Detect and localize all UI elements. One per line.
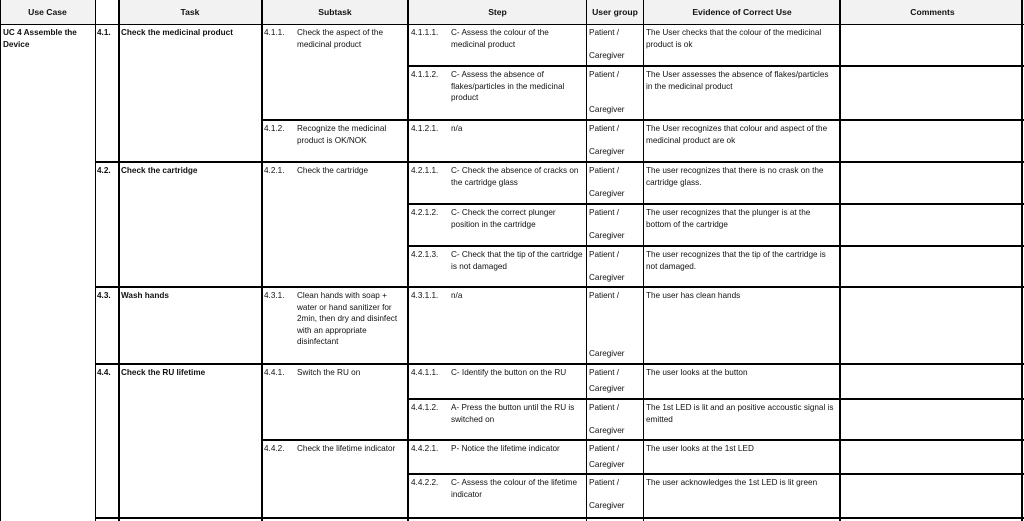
step-text: P- Notice the lifetime indicator bbox=[451, 444, 560, 453]
user-group-line2: Caregiver bbox=[589, 189, 625, 198]
subtask-number: 4.1.1. bbox=[264, 28, 285, 37]
grid-hline bbox=[407, 245, 1024, 247]
task-name: Wash hands bbox=[121, 291, 169, 300]
user-group-line2: Caregiver bbox=[589, 384, 625, 393]
step-number: 4.2.1.1. bbox=[411, 166, 439, 175]
user-group-line2: Caregiver bbox=[589, 460, 625, 469]
grid-hline bbox=[407, 203, 1024, 205]
user-group-line2: Caregiver bbox=[589, 349, 625, 358]
user-group-line1: Patient / bbox=[589, 28, 620, 37]
user-group-line1: Patient / bbox=[589, 124, 620, 133]
task-name: Check the medicinal product bbox=[121, 28, 233, 37]
step-text: n/a bbox=[451, 291, 463, 300]
subtask-number: 4.1.2. bbox=[264, 124, 285, 133]
header-user-group: User group bbox=[587, 0, 643, 24]
grid-hline bbox=[261, 119, 1024, 121]
step-text: C- Check the correct plunger position in the cartridge bbox=[451, 208, 556, 229]
task-name: Check the RU lifetime bbox=[121, 368, 206, 377]
user-group-line1: Patient / bbox=[589, 291, 620, 300]
subtask-text: Recognize the medicinal product is OK/NOK bbox=[297, 124, 387, 145]
user-group-line1: Patient / bbox=[589, 478, 620, 487]
evidence-text: The user acknowledges the 1st LED is lit green bbox=[646, 478, 818, 487]
user-group-line1: Patient / bbox=[589, 166, 620, 175]
grid-vline bbox=[261, 0, 263, 521]
subtask-text: Check the lifetime indicator bbox=[297, 444, 396, 453]
subtask-text: Check the aspect of the medicinal product bbox=[297, 28, 384, 49]
grid-vline bbox=[1021, 0, 1023, 521]
header-step: Step bbox=[409, 0, 586, 24]
task-name: Check the cartridge bbox=[121, 166, 198, 175]
task-number: 4.4. bbox=[97, 368, 111, 377]
step-text: C- Assess the colour of the lifetime indicator bbox=[451, 478, 578, 499]
grid-hline bbox=[95, 363, 1024, 365]
header-comments: Comments bbox=[841, 0, 1024, 24]
grid-hline bbox=[407, 65, 1024, 67]
step-text: C- Assess the absence of flakes/particles in the medicinal product bbox=[451, 70, 565, 102]
step-number: 4.2.1.2. bbox=[411, 208, 439, 217]
user-group-line2: Caregiver bbox=[589, 105, 625, 114]
step-text: C- Assess the colour of the medicinal product bbox=[451, 28, 549, 49]
user-group-line2: Caregiver bbox=[589, 501, 625, 510]
grid-hline bbox=[0, 24, 1024, 25]
grid-hline bbox=[95, 286, 1024, 288]
grid-hline bbox=[95, 517, 1024, 519]
user-group-line1: Patient / bbox=[589, 250, 620, 259]
grid-vline bbox=[839, 0, 841, 521]
step-text: C- Check the absence of cracks on the cartridge glass bbox=[451, 166, 579, 187]
step-number: 4.1.1.1. bbox=[411, 28, 439, 37]
step-number: 4.2.1.3. bbox=[411, 250, 439, 259]
user-group-line1: Patient / bbox=[589, 368, 620, 377]
evidence-text: The User checks that the colour of the medicinal product is ok bbox=[646, 28, 822, 49]
header-task: Task bbox=[119, 0, 261, 24]
step-number: 4.1.2.1. bbox=[411, 124, 439, 133]
subtask-text: Clean hands with soap + water or hand sanitizer for 2min, then dry and disinfect with an appropriate disinfectant bbox=[297, 291, 398, 346]
step-number: 4.1.1.2. bbox=[411, 70, 439, 79]
evidence-text: The 1st LED is lit and an positive accoustic signal is emitted bbox=[646, 403, 834, 424]
subtask-number: 4.4.1. bbox=[264, 368, 285, 377]
use-case-name: UC 4 Assemble the Device bbox=[3, 28, 77, 49]
task-number: 4.2. bbox=[97, 166, 111, 175]
step-text: n/a bbox=[451, 124, 463, 133]
user-group-line2: Caregiver bbox=[589, 51, 625, 60]
subtask-text: Switch the RU on bbox=[297, 368, 361, 377]
task-number: 4.3. bbox=[97, 291, 111, 300]
header-subtask: Subtask bbox=[262, 0, 408, 24]
user-group-line2: Caregiver bbox=[589, 273, 625, 282]
grid-vline bbox=[0, 0, 1, 521]
step-number: 4.4.1.1. bbox=[411, 368, 439, 377]
user-group-line2: Caregiver bbox=[589, 231, 625, 240]
evidence-text: The user looks at the 1st LED bbox=[646, 444, 754, 453]
subtask-number: 4.3.1. bbox=[264, 291, 285, 300]
step-number: 4.3.1.1. bbox=[411, 291, 439, 300]
subtask-number: 4.4.2. bbox=[264, 444, 285, 453]
user-group-line1: Patient / bbox=[589, 208, 620, 217]
step-number: 4.4.2.1. bbox=[411, 444, 439, 453]
user-group-line2: Caregiver bbox=[589, 147, 625, 156]
step-text: C- Identify the button on the RU bbox=[451, 368, 567, 377]
evidence-text: The User recognizes that colour and aspect of the medicinal product are ok bbox=[646, 124, 828, 145]
header-use-case: Use Case bbox=[0, 0, 95, 24]
grid-hline bbox=[261, 439, 1024, 441]
grid-vline bbox=[643, 0, 644, 521]
task-number: 4.1. bbox=[97, 28, 111, 37]
evidence-text: The user recognizes that the tip of the cartridge is not damaged. bbox=[646, 250, 826, 271]
evidence-text: The user has clean hands bbox=[646, 291, 741, 300]
evidence-text: The user looks at the button bbox=[646, 368, 748, 377]
subtask-text: Check the cartridge bbox=[297, 166, 368, 175]
evidence-text: The User assesses the absence of flakes/particles in the medicinal product bbox=[646, 70, 829, 91]
subtask-number: 4.2.1. bbox=[264, 166, 285, 175]
grid-vline bbox=[95, 0, 96, 521]
user-group-line1: Patient / bbox=[589, 403, 620, 412]
grid-hline bbox=[95, 161, 1024, 163]
step-text: A- Press the button until the RU is switched on bbox=[451, 403, 575, 424]
evidence-text: The user recognizes that there is no crask on the cartridge glass. bbox=[646, 166, 824, 187]
grid-vline bbox=[118, 0, 120, 521]
evidence-text: The user recognizes that the plunger is at the bottom of the cartridge bbox=[646, 208, 811, 229]
header-evidence: Evidence of Correct Use bbox=[644, 0, 840, 24]
user-group-line2: Caregiver bbox=[589, 426, 625, 435]
grid-hline bbox=[407, 398, 1024, 400]
grid-vline bbox=[407, 0, 409, 521]
grid-hline bbox=[407, 473, 1024, 475]
grid-vline bbox=[586, 0, 587, 521]
user-group-line1: Patient / bbox=[589, 444, 620, 453]
step-number: 4.4.1.2. bbox=[411, 403, 439, 412]
step-text: C- Check that the tip of the cartridge is not damaged bbox=[451, 250, 583, 271]
step-number: 4.4.2.2. bbox=[411, 478, 439, 487]
user-group-line1: Patient / bbox=[589, 70, 620, 79]
